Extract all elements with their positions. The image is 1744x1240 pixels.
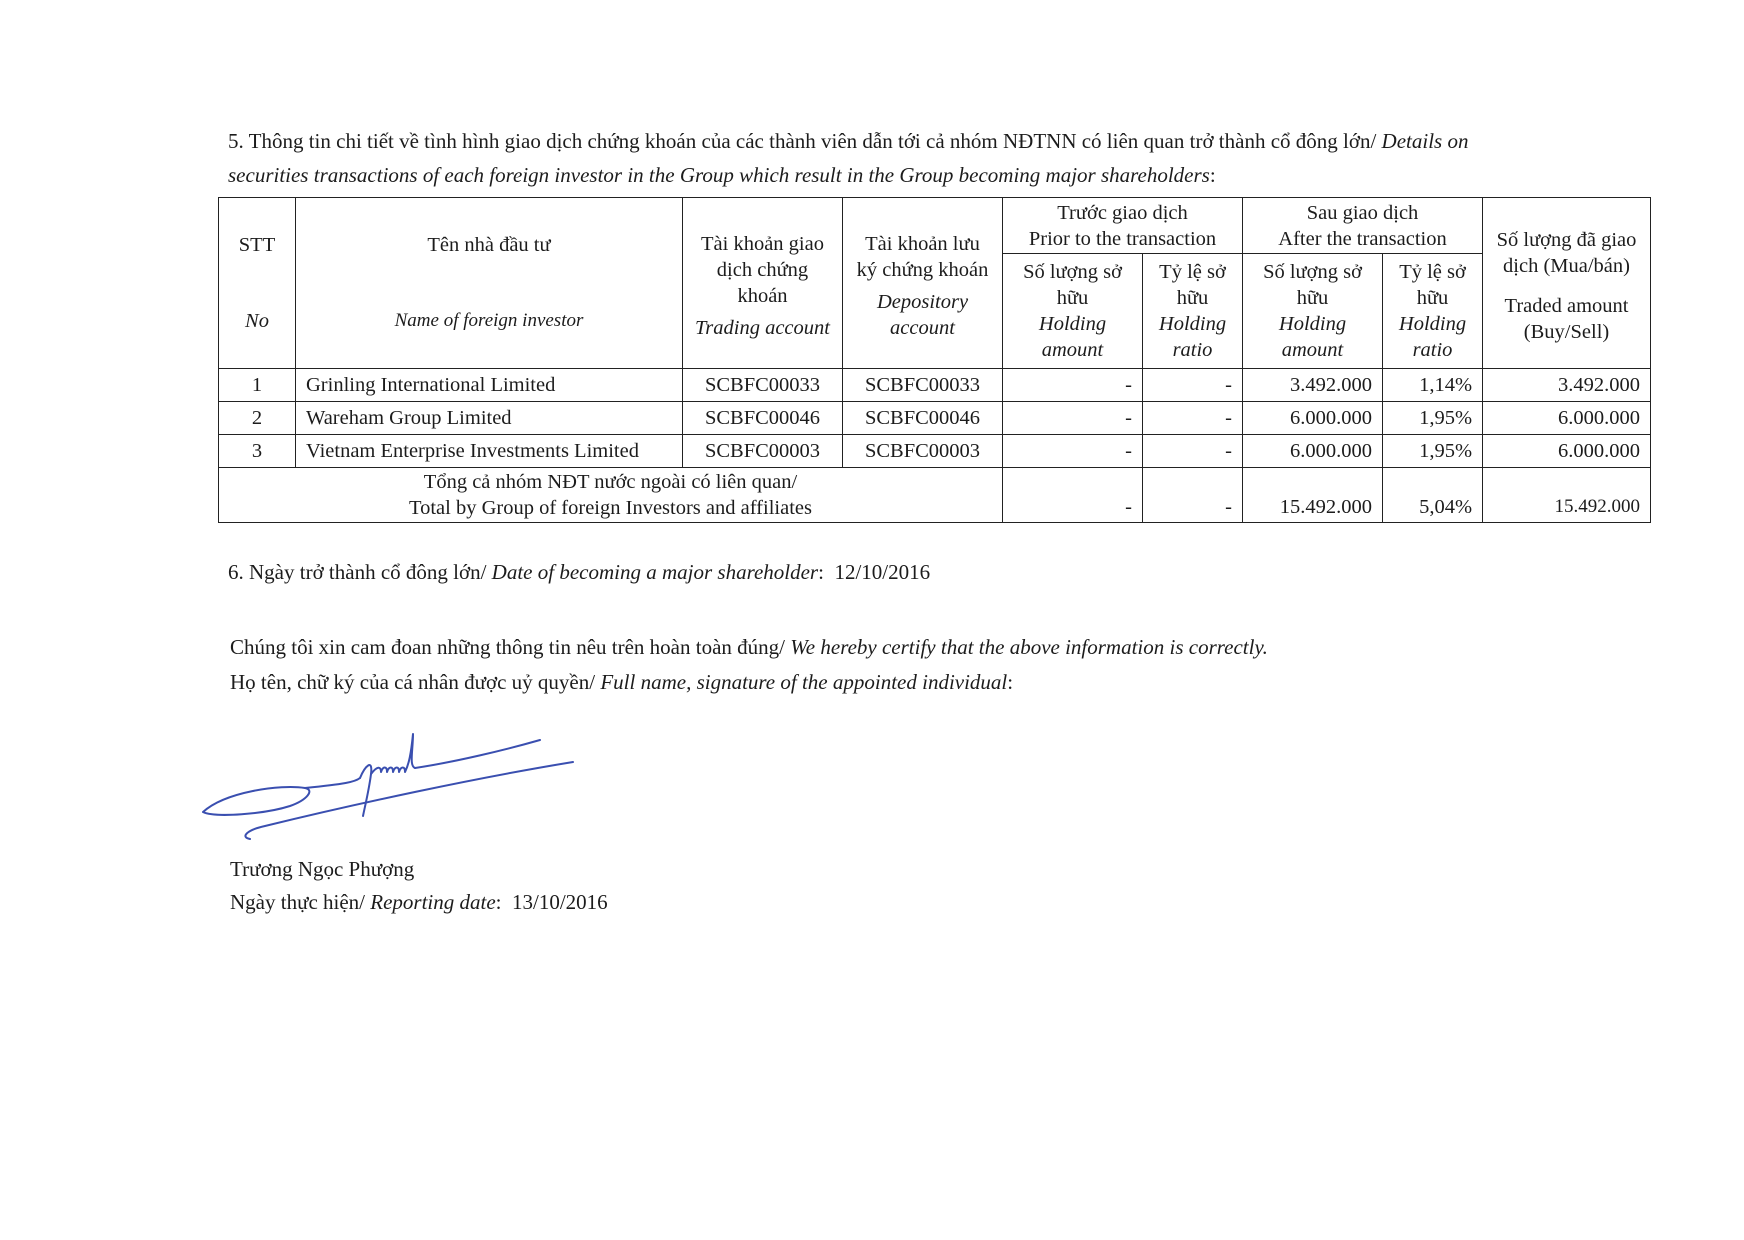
header-investor-en: Name of foreign investor: [394, 310, 584, 331]
header-after-ratio-en: Holding ratio: [1398, 313, 1467, 362]
header-trading-vn: Tài khoản giao dịch chứng khoán: [701, 233, 824, 307]
header-after-en: After the transaction: [1278, 227, 1447, 250]
row-3-after-ratio: 1,95%: [1383, 435, 1483, 468]
reporting-date: 13/10/2016: [512, 890, 608, 914]
row-1-depository: SCBFC00033: [843, 369, 1003, 402]
total-row: [219, 468, 1651, 523]
header-traded: [1483, 198, 1651, 369]
header-prior-en: Prior to the transaction: [1028, 227, 1217, 250]
row-2-depository: SCBFC00046: [843, 402, 1003, 435]
certification-vn: Chúng tôi xin cam đoan những thông tin nêu trên hoàn toàn đúng/: [230, 635, 785, 659]
signer-name: Trương Ngọc Phượng: [230, 857, 415, 881]
header-stt: [219, 198, 296, 369]
section-6: [228, 555, 930, 589]
header-investor: [296, 198, 683, 369]
header-investor-vn: Tên nhà đầu tư: [427, 234, 551, 256]
total-after-amount: 15.492.000: [1243, 468, 1383, 523]
header-prior-vn: Trước giao dịch: [1057, 201, 1188, 224]
header-prior-ratio-vn: Tỷ lệ sở hữu: [1159, 261, 1226, 310]
table-row: [219, 402, 1651, 435]
header-after-amount-en: Holding amount: [1278, 313, 1347, 362]
total-label-vn: Tổng cả nhóm NĐT nước ngoài có liên quan/: [423, 471, 798, 493]
total-prior-ratio: -: [1143, 468, 1243, 523]
row-1-traded: 3.492.000: [1483, 369, 1651, 402]
header-depository: [843, 198, 1003, 369]
transactions-table: [218, 197, 1651, 523]
total-traded: 15.492.000: [1483, 468, 1651, 523]
row-3-no: 3: [219, 435, 296, 468]
header-prior-ratio: [1143, 254, 1243, 369]
header-after-amount-vn: Số lượng sở hữu: [1263, 261, 1362, 310]
row-3-trading: SCBFC00003: [683, 435, 843, 468]
row-3-name: Vietnam Enterprise Investments Limited: [296, 435, 683, 468]
row-1-prior-amount: -: [1003, 369, 1143, 402]
header-prior-amount-en: Holding amount: [1038, 313, 1107, 362]
header-row-1: [219, 198, 1651, 254]
row-2-after-amount: 6.000.000: [1243, 402, 1383, 435]
table-row: [219, 435, 1651, 468]
row-2-prior-ratio: -: [1143, 402, 1243, 435]
row-1-prior-ratio: -: [1143, 369, 1243, 402]
reporting-en: Reporting date: [370, 890, 496, 914]
section-6-colon: :: [818, 560, 824, 584]
section-5-colon: :: [1209, 163, 1216, 187]
fullname-colon: :: [1007, 670, 1014, 694]
row-3-depository: SCBFC00003: [843, 435, 1003, 468]
header-traded-en: Traded amount (Buy/Sell): [1504, 295, 1629, 343]
header-prior-amount-vn: Số lượng sở hữu: [1023, 261, 1122, 310]
row-2-prior-amount: -: [1003, 402, 1143, 435]
reporting-vn: Ngày thực hiện/: [230, 890, 366, 914]
header-after-ratio-vn: Tỷ lệ sở hữu: [1399, 261, 1466, 310]
header-depository-vn: Tài khoản lưu ký chứng khoán: [856, 233, 989, 281]
total-prior-amount: -: [1003, 468, 1143, 523]
header-after-ratio: [1383, 254, 1483, 369]
header-after: [1243, 198, 1483, 254]
header-traded-vn: Số lượng đã giao dịch (Mua/bán): [1496, 229, 1637, 277]
row-1-after-ratio: 1,14%: [1383, 369, 1483, 402]
total-after-ratio: 5,04%: [1383, 468, 1483, 523]
header-stt-vn: STT: [238, 234, 276, 256]
certification-line: [230, 630, 1268, 664]
row-3-after-amount: 6.000.000: [1243, 435, 1383, 468]
row-2-traded: 6.000.000: [1483, 402, 1651, 435]
section-6-date: 12/10/2016: [834, 560, 931, 584]
row-1-name: Grinling International Limited: [296, 369, 683, 402]
row-3-prior-amount: -: [1003, 435, 1143, 468]
reporting-date-line: [230, 885, 608, 919]
row-1-no: 1: [219, 369, 296, 402]
row-1-trading: SCBFC00033: [683, 369, 843, 402]
header-depository-en: Depository account: [876, 291, 969, 339]
header-prior-amount: [1003, 254, 1143, 369]
table-row: [219, 369, 1651, 402]
fullname-en: Full name, signature of the appointed individual: [600, 670, 1008, 694]
signature-graphic: [195, 726, 590, 846]
row-2-name: Wareham Group Limited: [296, 402, 683, 435]
fullname-vn: Họ tên, chữ ký của cá nhân được uỷ quyền/: [230, 670, 596, 694]
row-2-no: 2: [219, 402, 296, 435]
certification-en: We hereby certify that the above information is correctly.: [790, 635, 1268, 659]
header-after-vn: Sau giao dịch: [1306, 201, 1419, 224]
header-no-en: No: [245, 310, 269, 332]
total-label: [219, 468, 1003, 523]
header-after-amount: [1243, 254, 1383, 369]
row-2-trading: SCBFC00046: [683, 402, 843, 435]
total-label-en: Total by Group of foreign Investors and affiliates: [409, 497, 812, 519]
row-1-after-amount: 3.492.000: [1243, 369, 1383, 402]
fullname-signature-line: [230, 665, 1013, 699]
section-5-vn: 5. Thông tin chi tiết về tình hình giao dịch chứng khoán của các thành viên dẫn tới cả nhóm NĐTNN có liên quan trở thành cổ đông lớn/: [228, 129, 1377, 153]
row-3-traded: 6.000.000: [1483, 435, 1651, 468]
header-trading-en: Trading account: [695, 317, 830, 339]
header-prior-ratio-en: Holding ratio: [1158, 313, 1227, 362]
section-5-heading: [228, 124, 1658, 192]
signature: [195, 726, 590, 846]
row-2-after-ratio: 1,95%: [1383, 402, 1483, 435]
section-6-en: Date of becoming a major shareholder: [491, 560, 819, 584]
header-trading: [683, 198, 843, 369]
section-6-vn: 6. Ngày trở thành cổ đông lớn/: [228, 560, 487, 584]
section-5-en-1: Details on: [1381, 129, 1469, 153]
section-5-en-2: securities transactions of each foreign investor in the Group which result in the Group becoming major shareholders: [228, 163, 1210, 187]
header-prior: [1003, 198, 1243, 254]
row-3-prior-ratio: -: [1143, 435, 1243, 468]
reporting-colon: :: [495, 890, 502, 914]
